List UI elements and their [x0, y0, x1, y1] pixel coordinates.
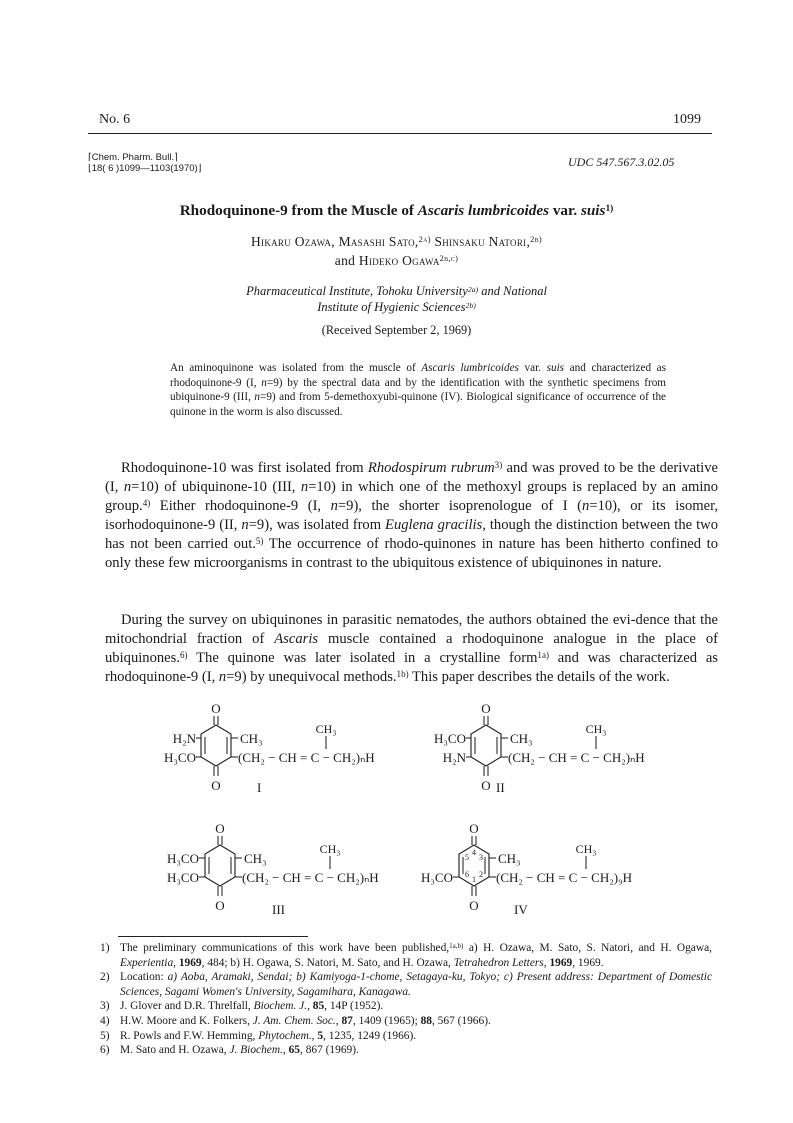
structure-IV-top-oxygen: O [469, 821, 479, 836]
body-paragraph-1: Rhodoquinone-10 was first isolated from Rhodospirum rubrum$^{3)}$ and was proved to be the derivative (I, n=10) of ubiquinone-10 (III, n=10) in which one of the methoxyl groups is replaced by an amino group.$^{4)}$ Either rhodoquinone-9 (I, n=9), the shorter isoprenologue of I (n=10), or its isomer, isorhodoquinone-9 (II, n=9), was isolated from Euglena gracilis, though the distinction between the two has not been carried out.$^{5)}$ The occurrence of rhodo-quinones in nature has been hitherto confined to only these few microorganisms in contrast to the ubiquitous existence of ubiquinones in nature. [105, 459, 718, 572]
structure-I-top-left-substituent: H₂N [172, 731, 196, 746]
structure-IV-methyl: CH₃ [498, 851, 521, 866]
structure-II-bottom-left-substituent: H₂N [442, 750, 466, 765]
structure-II-branch-methyl: CH₃ [585, 722, 607, 736]
author-4: Hideko Ogawa [358, 253, 440, 268]
footnote-3: 3) J. Glover and D.R. Threlfall, Biochem. J., 85, 14P (1952). [100, 1000, 384, 1013]
structure-II-top-left-substituent: H₃CO [434, 731, 466, 746]
structure-II-label: II [496, 780, 505, 795]
journal-name: ⌈Chem. Pharm. Bull.⌉ [88, 152, 178, 163]
structure-III-bottom-oxygen: O [215, 898, 225, 913]
structure-I-methyl: CH₃ [240, 731, 263, 746]
structure-I-bottom-left-substituent: H₃CO [164, 750, 196, 765]
ring-position-3: 3 [479, 853, 483, 862]
structure-IV [410, 820, 665, 920]
footnote-4: 4) H.W. Moore and K. Folkers, J. Am. Chem. Soc., 87, 1409 (1965); 88, 567 (1966). [100, 1014, 491, 1027]
journal-volume: ⌊18( 6 )1099—1103(1970)⌋ [88, 163, 202, 174]
author-3: Shinsaku Natori, [434, 234, 531, 249]
paper-title: Rhodoquinone-9 from the Muscle of Ascaris lumbricoides var. suis$^{1)}$ [179, 202, 614, 219]
structure-III-bottom-left-substituent: H₃CO [167, 870, 199, 885]
author-2: Masashi Sato, [338, 234, 419, 249]
footnote-6: 6) M. Sato and H. Ozawa, J. Biochem., 65, 867 (1969). [100, 1044, 359, 1057]
structure-IV-branch-methyl: CH₃ [575, 842, 597, 856]
structure-III-top-left-substituent: H₃CO [167, 851, 199, 866]
ring-position-4: 4 [472, 848, 476, 857]
udc-code: UDC 547.567.3.02.05 [568, 155, 675, 169]
structure-III-side-chain: (CH₂ − CH = C − CH₂)ₙH [242, 870, 379, 885]
affiliation: Pharmaceutical Institute, Tohoku University$^{2a)}$ and National Institute of Hygienic Sciences$^{2b)}$ [246, 284, 547, 314]
footnote-2: 2) Location: a) Aoba, Aramaki, Sendai; b) Kamiyoga-1-chome, Setagaya-ku, Tokyo; c) Present address: Department of Domestic Sciences, Sagami Women's University, Sagamihara, Kanagawa. [100, 971, 712, 998]
structure-I-side-chain: (CH₂ − CH = C − CH₂)ₙH [238, 750, 375, 765]
footnotes [100, 941, 712, 1058]
journal-issue-number: No. 6 [99, 112, 131, 127]
structure-I-bottom-oxygen: O [211, 778, 221, 793]
ring-position-2: 2 [479, 870, 483, 879]
footnote-rule [118, 936, 308, 937]
page-number: 1099 [673, 112, 701, 127]
footnote-1: 1) The preliminary communications of this work have been published,$^{1a,b)}$ a) H. Ozawa, M. Sato, S. Natori, and H. Ogawa, Experientia, 1969, 484; b) H. Ogawa, S. Natori, M. Sato, and H. Ozawa, Tetrahedron Letters, 1969, 1969. [100, 941, 712, 969]
structure-II-side-chain: (CH₂ − CH = C − CH₂)ₙH [508, 750, 645, 765]
structure-I-top-oxygen: O [211, 701, 221, 716]
structure-IV-side-chain: (CH₂ − CH = C − CH₂)₉H [496, 870, 632, 885]
structure-II-methyl: CH₃ [510, 731, 533, 746]
structure-IV-bottom-oxygen: O [469, 898, 479, 913]
structure-III-methyl: CH₃ [244, 851, 267, 866]
structure-I-branch-methyl: CH₃ [315, 722, 337, 736]
structure-II [420, 700, 670, 800]
ring-position-1: 1 [472, 875, 476, 884]
structure-IV-label: IV [514, 902, 528, 917]
author-1: Hikaru Ozawa, [250, 234, 335, 249]
journal-citation [88, 152, 201, 174]
structure-III [150, 820, 400, 920]
received-date: (Received September 2, 1969) [321, 323, 472, 337]
ring-position-5: 5 [465, 853, 469, 862]
body-paragraph-2: During the survey on ubiquinones in parasitic nematodes, the authors obtained the evi-dence that the mitochondrial fraction of Ascaris muscle contained a rhodoquinone analogue in the place of ubiquinones.$^{6)}$ The quinone was later isolated in a crystalline form$^{1a)}$ and was characterized as rhodoquinone-9 (I, n=9) by unequivocal methods.$^{1b)}$ This paper describes the details of the work. [105, 612, 718, 686]
structure-II-top-oxygen: O [481, 701, 491, 716]
structure-III-branch-methyl: CH₃ [319, 842, 341, 856]
structure-I-label: I [257, 780, 262, 795]
structure-II-bottom-oxygen: O [481, 778, 491, 793]
structure-III-top-oxygen: O [215, 821, 225, 836]
ring-position-6: 6 [465, 870, 469, 879]
header-rule [88, 133, 712, 134]
authors: Hikaru Ozawa, Masashi Sato,$^{2a)}$ Shinsaku Natori,$^{2b)}$ and Hideko Ogawa$^{2b,c)}$ [250, 234, 543, 268]
abstract: An aminoquinone was isolated from the muscle of Ascaris lumbricoides var. suis and characterized as rhodoquinone-9 (I, n=9) by the spectral data and by the identification with the synthetic specimens from ubiquinone-9 (III, n=9) and from 5-demethoxyubi-quinone (IV). Biological significance of occurrence of the quinone in the worm is also discussed. [170, 362, 667, 418]
structure-I [150, 700, 400, 800]
structure-IV-bottom-left-substituent: H₃CO [421, 870, 453, 885]
footnote-5: 5) R. Powls and F.W. Hemming, Phytochem., 5, 1235, 1249 (1966). [100, 1029, 417, 1042]
structure-III-label: III [272, 902, 285, 917]
